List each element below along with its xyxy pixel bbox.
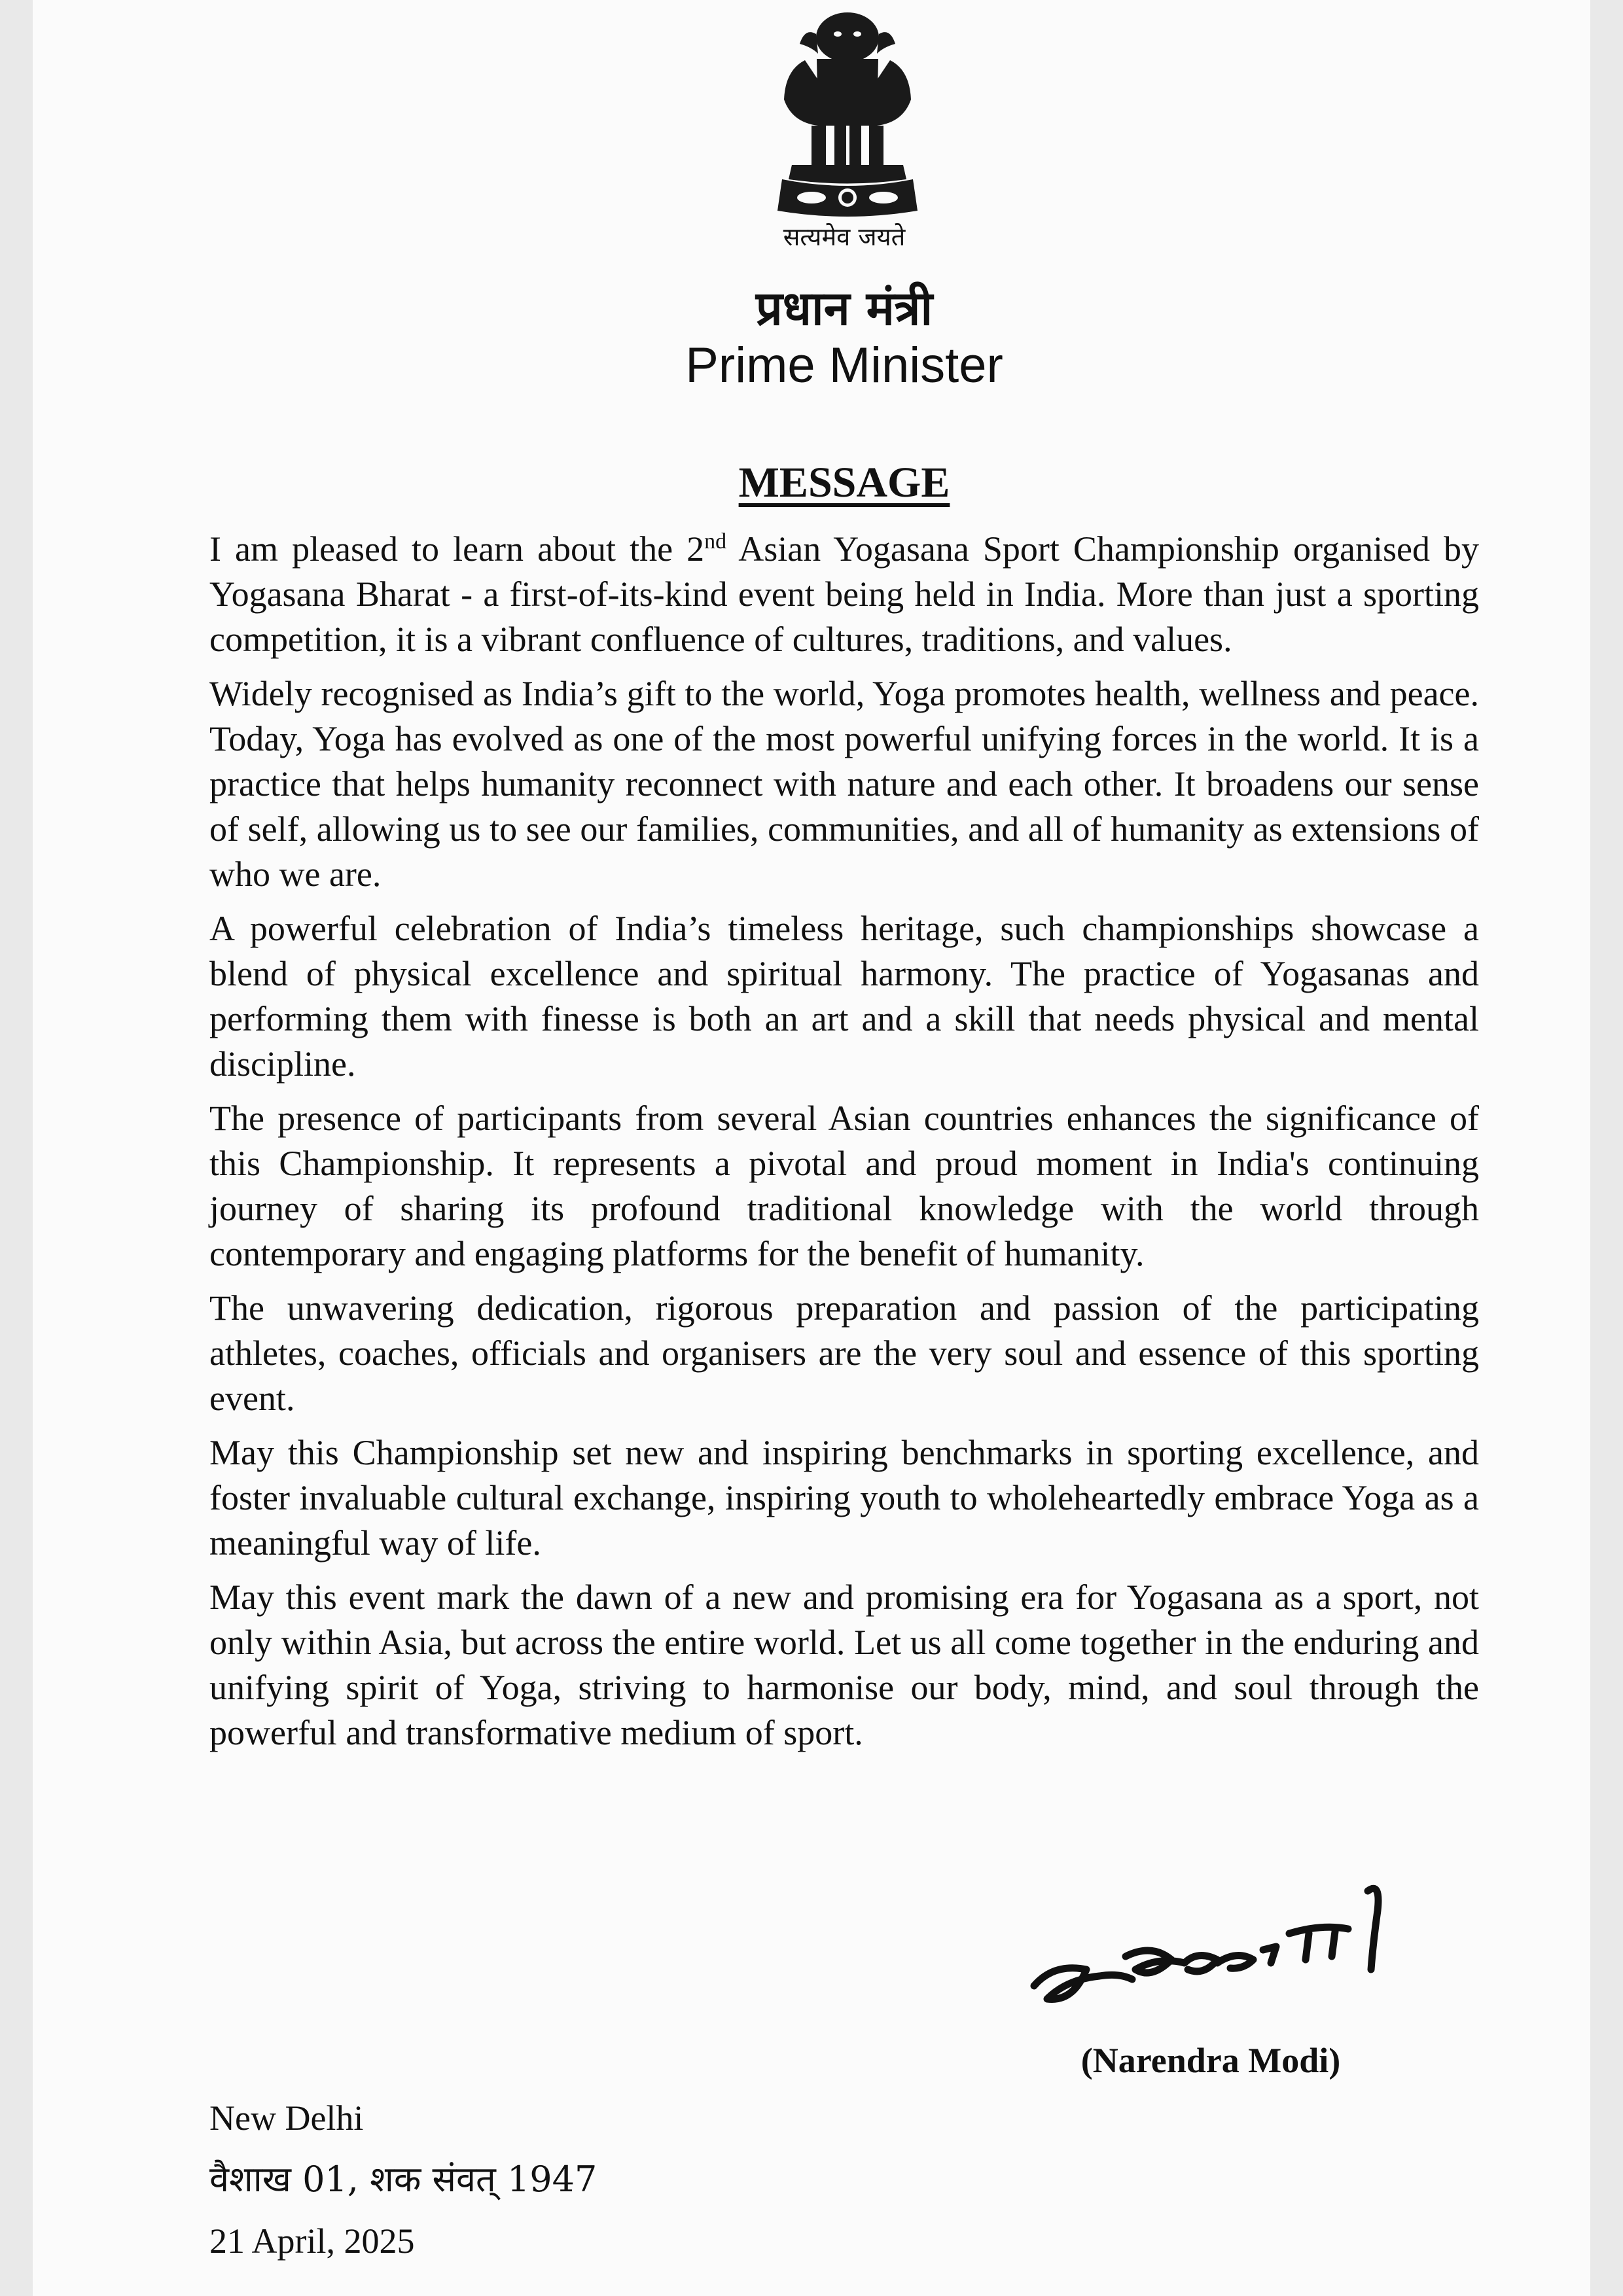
message-paragraph-6: May this Championship set new and inspiring benchmarks in sporting excellence, and foster invaluable cultural exchange, inspiring youth to wholeheartedly embrace Yoga as a meaningful way of life. (209, 1433, 1479, 1563)
emblem-motto: सत्यमेव जयते (783, 222, 906, 251)
paragraph-1-rest: Asian Yogasana Sport Championship organised by Yogasana Bharat - a first-of-its-kind event being held in India. More than just a sporting competition, it is a vibrant confluence of cultures, traditions, and values. (209, 529, 1479, 659)
office-title-hindi: प्रधान मंत्री (755, 281, 933, 336)
national-emblem-icon (766, 8, 929, 224)
message-paragraph-4: The presence of participants from several Asian countries enhances the significance of this Championship. It represents a pivotal and proud moment in India's continuing journey of sharing its profound traditional knowledge with the world through contemporary and engaging platforms for the benefit of humanity. (209, 1099, 1479, 1273)
message-body (209, 527, 1479, 1765)
ordinal-suffix: nd (704, 529, 727, 554)
message-paragraph-7: May this event mark the dawn of a new and promising era for Yogasana as a sport, not only within Asia, but across the entire world. Let us all come together in the enduring and unifying spirit of Yoga, striving to harmonise our body, mind, and soul through the powerful and transformative medium of sport. (209, 1578, 1479, 1752)
letter-page (33, 0, 1590, 2296)
message-paragraph-5: The unwavering dedication, rigorous preparation and passion of the participating athletes, coaches, officials and organisers are the very soul and essence of this sporting event. (209, 1288, 1479, 1418)
date: 21 April, 2025 (209, 2221, 415, 2261)
signer-name: (Narendra Modi) (1080, 2041, 1341, 2080)
paragraph-1-start: I am pleased to learn about the 2 (209, 529, 705, 569)
message-paragraph-3: A powerful celebration of India’s timeless heritage, such championships showcase a blend of physical excellence and spiritual harmony. The practice of Yogasanas and performing them with finesse is both an art and a skill that needs physical and mental discipline. (209, 909, 1479, 1084)
office-title-english: Prime Minister (685, 338, 1003, 393)
place: New Delhi (209, 2098, 364, 2138)
message-paragraph-2: Widely recognised as India’s gift to the world, Yoga promotes health, wellness and peace. Today, Yoga has evolved as one of the most powerful unifying forces in the world. It is a practice that helps humanity reconnect with nature and each other. It broadens our sense of self, allowing us to see our families, communities, and all of humanity as extensions of who we are. (209, 674, 1479, 894)
date-saka: वैशाख 01, शक संवत् 1947 (209, 2159, 597, 2200)
message-paragraph-1 (209, 527, 1479, 662)
message-heading: MESSAGE (738, 459, 950, 506)
letter-footer (209, 2087, 597, 2272)
handwritten-signature (1027, 1871, 1407, 2035)
